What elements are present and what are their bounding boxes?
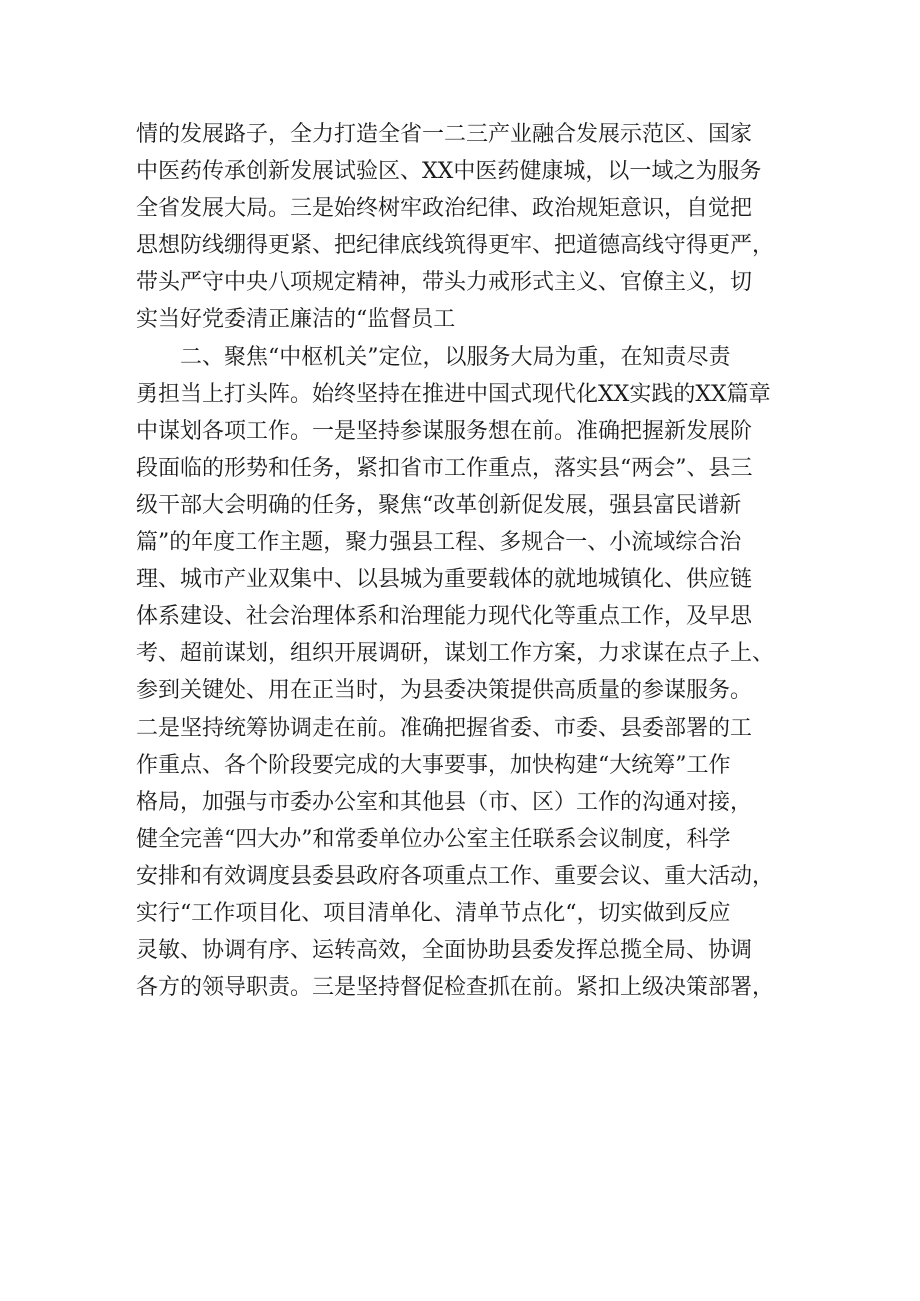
text-line: 篇”的年度工作主题，聚力强县工程、多规合一、小流域综合治: [136, 530, 742, 556]
text-line: 参到关键处、用在正当时，为县委决策提供高质量的参谋服务。: [136, 678, 753, 704]
text-line: 全省发展大局。三是始终树牢政治纪律、政治规矩意识，自觉把: [136, 196, 753, 222]
text-line: 健全完善“四大办”和常委单位办公室主任联系会议制度，科学: [136, 826, 731, 852]
text-line: 情的发展路子，全力打造全省一二三产业融合发展示范区、国家: [136, 122, 753, 147]
text-line: 思想防线绷得更紧、把纪律底线筑得更牢、把道德高线守得更严，: [136, 233, 775, 259]
text-line: 灵敏、协调有序、运转高效，全面协助县委发挥总揽全局、协调: [136, 938, 753, 964]
body-text: [136, 116, 796, 1006]
text-line: 段面临的形势和任务，紧扣省市工作重点，落实县“两会”、县三: [136, 455, 753, 481]
text-line: 各方的领导职责。三是坚持督促检查抓在前。紧扣上级决策部署，: [136, 975, 775, 1001]
text-line: 级干部大会明确的任务，聚焦“改革创新促发展，强县富民谱新: [136, 492, 742, 518]
text-line: 作重点、各个阶段要完成的大事要事，加快构建“大统筹”工作: [136, 752, 731, 778]
text-line: 实行“工作项目化、项目清单化、清单节点化“，切实做到反应: [136, 900, 731, 926]
text-line: 勇担当上打头阵。始终坚持在推进中国式现代化XX实践的XX篇章: [136, 381, 771, 407]
text-line: 体系建设、社会治理体系和治理能力现代化等重点工作，及早思: [136, 604, 753, 630]
text-line: 理、城市产业双集中、以县城为重要载体的就地城镇化、供应链: [136, 567, 753, 593]
text-line: 中谋划各项工作。一是坚持参谋服务想在前。准确把握新发展阶: [136, 418, 753, 444]
text-line: 二是坚持统筹协调走在前。准确把握省委、市委、县委部署的工: [136, 715, 753, 741]
text-line: 带头严守中央八项规定精神，带头力戒形式主义、官僚主义，切: [136, 270, 753, 296]
section-heading-line: 二、聚焦“中枢机关”定位，以服务大局为重，在知责尽责: [180, 344, 731, 370]
text-line: 中医药传承创新发展试验区、XX中医药健康城，以一域之为服务: [136, 159, 762, 185]
text-line: 实当好党委清正廉洁的“监督员工: [136, 307, 456, 333]
text-line: 格局，加强与市委办公室和其他县（市、区）工作的沟通对接，: [136, 789, 753, 815]
text-line: 安排和有效调度县委县政府各项重点工作、重要会议、重大活动，: [136, 863, 775, 889]
text-line: 考、超前谋划，组织开展调研，谋划工作方案，力求谋在点子上、: [136, 641, 775, 667]
